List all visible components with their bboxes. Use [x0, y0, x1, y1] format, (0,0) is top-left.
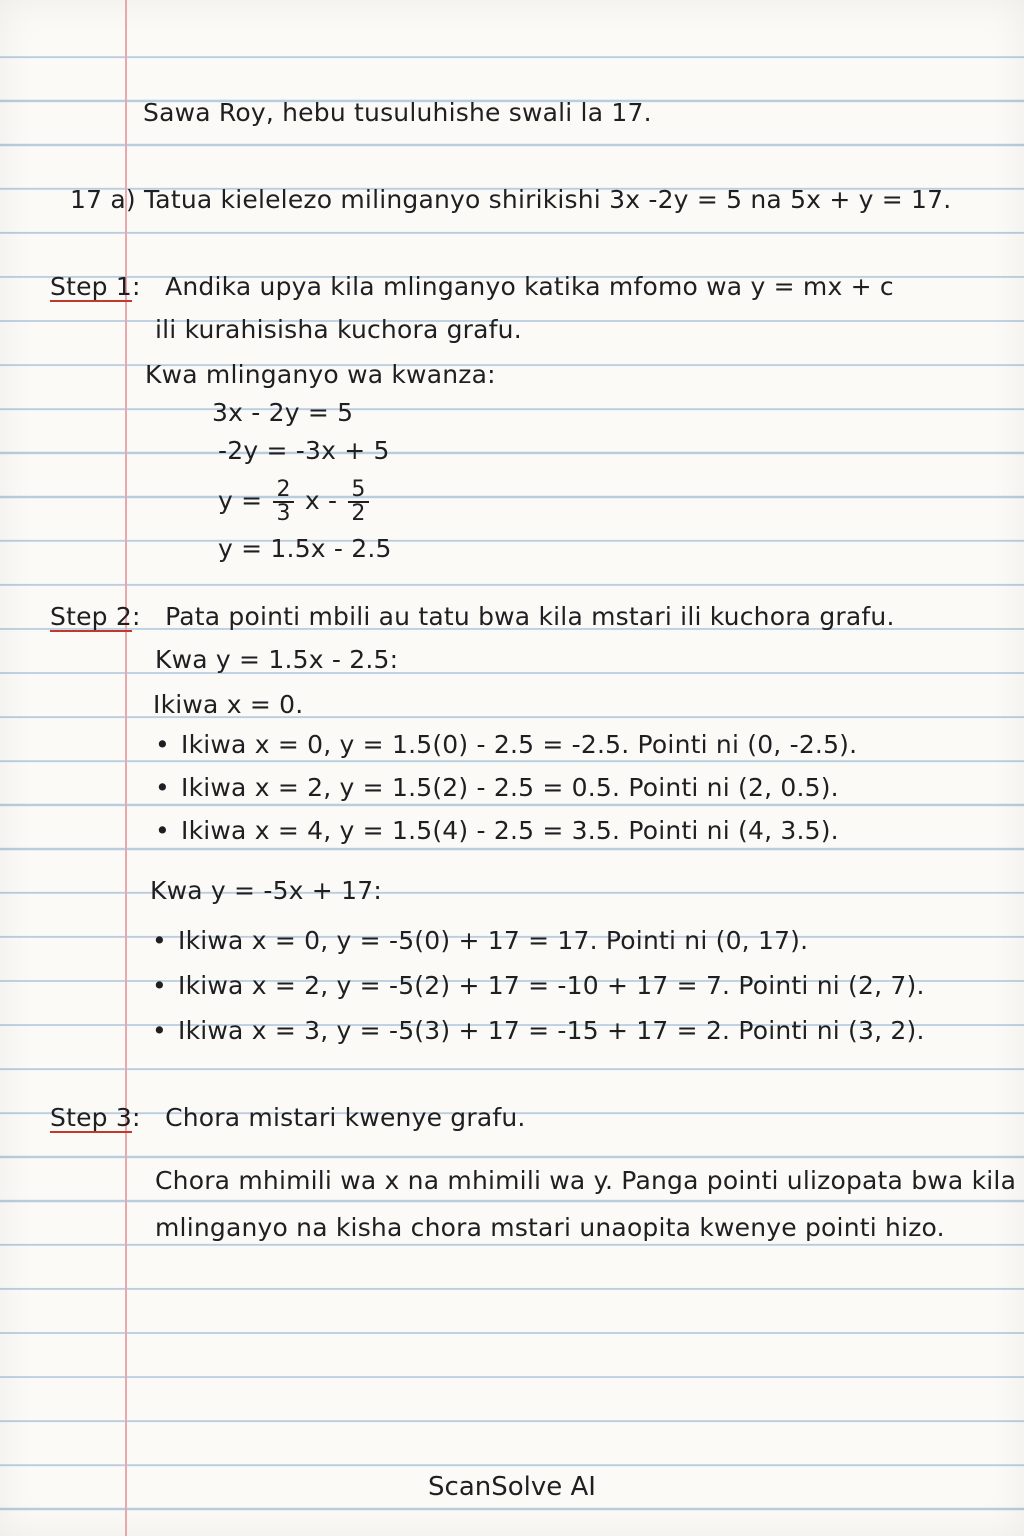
step1-eq1: 3x - 2y = 5	[212, 398, 354, 427]
footer-brand: ScanSolve AI	[428, 1472, 596, 1502]
step1-eq4: y = 1.5x - 2.5	[218, 534, 392, 563]
eq3-prefix: y =	[218, 486, 263, 515]
frac2-den: 2	[351, 501, 366, 526]
step2-text: Pata pointi mbili au tatu bwa kila mstari ili kuchora grafu.	[165, 602, 895, 631]
frac1-den: 3	[276, 501, 291, 526]
eq3-mid: x -	[304, 486, 338, 515]
line2-point-3: • Ikiwa x = 3, y = -5(3) + 17 = -15 + 17 = 2. Pointi ni (3, 2).	[152, 1016, 925, 1045]
line1-point-1: • Ikiwa x = 0, y = 1.5(0) - 2.5 = -2.5. Pointi ni (0, -2.5).	[155, 730, 858, 759]
step2-label: Step 2	[50, 602, 132, 631]
line1-point-3: • Ikiwa x = 4, y = 1.5(4) - 2.5 = 3.5. Pointi ni (4, 3.5).	[155, 816, 839, 845]
step1-eq3	[218, 476, 372, 526]
question-line: 17 a) Tatua kielelezo milinganyo shirikishi 3x -2y = 5 na 5x + y = 17.	[70, 185, 952, 214]
line1-point-2: • Ikiwa x = 2, y = 1.5(2) - 2.5 = 0.5. Pointi ni (2, 0.5).	[155, 773, 839, 802]
fraction-five-halves	[348, 479, 368, 525]
step2-row: Step 2: Pata pointi mbili au tatu bwa kila mstari ili kuchora grafu.	[50, 602, 895, 631]
margin-line	[125, 0, 127, 1536]
line1-note: Ikiwa x = 0.	[153, 690, 304, 719]
step3-para1: Chora mhimili wa x na mhimili wa y. Panga pointi ulizopata bwa kila	[155, 1166, 1017, 1195]
line1-heading: Kwa y = 1.5x - 2.5:	[155, 645, 399, 674]
frac1-num: 2	[273, 479, 293, 503]
line2-heading: Kwa y = -5x + 17:	[150, 876, 382, 905]
step1-eq2: -2y = -3x + 5	[218, 436, 390, 465]
step1-label: Step 1	[50, 272, 132, 301]
step1-text: Andika upya kila mlinganyo katika mfomo wa y = mx + c	[165, 272, 894, 301]
frac2-num: 5	[348, 479, 368, 503]
step3-text: Chora mistari kwenye grafu.	[165, 1103, 526, 1132]
line2-point-1: • Ikiwa x = 0, y = -5(0) + 17 = 17. Pointi ni (0, 17).	[152, 926, 809, 955]
step1-row: Step 1: Andika upya kila mlinganyo katika mfomo wa y = mx + c	[50, 272, 894, 301]
line2-point-2: • Ikiwa x = 2, y = -5(2) + 17 = -10 + 17 = 7. Pointi ni (2, 7).	[152, 971, 925, 1000]
step3-label: Step 3	[50, 1103, 132, 1132]
step3-para2: mlinganyo na kisha chora mstari unaopita kwenye pointi hizo.	[155, 1213, 945, 1242]
step1-sub: Kwa mlinganyo wa kwanza:	[145, 360, 496, 389]
step3-row: Step 3: Chora mistari kwenye grafu.	[50, 1103, 526, 1132]
step1-text2: ili kurahisisha kuchora grafu.	[155, 315, 522, 344]
fraction-two-thirds	[273, 479, 293, 525]
intro-line: Sawa Roy, hebu tusuluhishe swali la 17.	[143, 98, 652, 127]
